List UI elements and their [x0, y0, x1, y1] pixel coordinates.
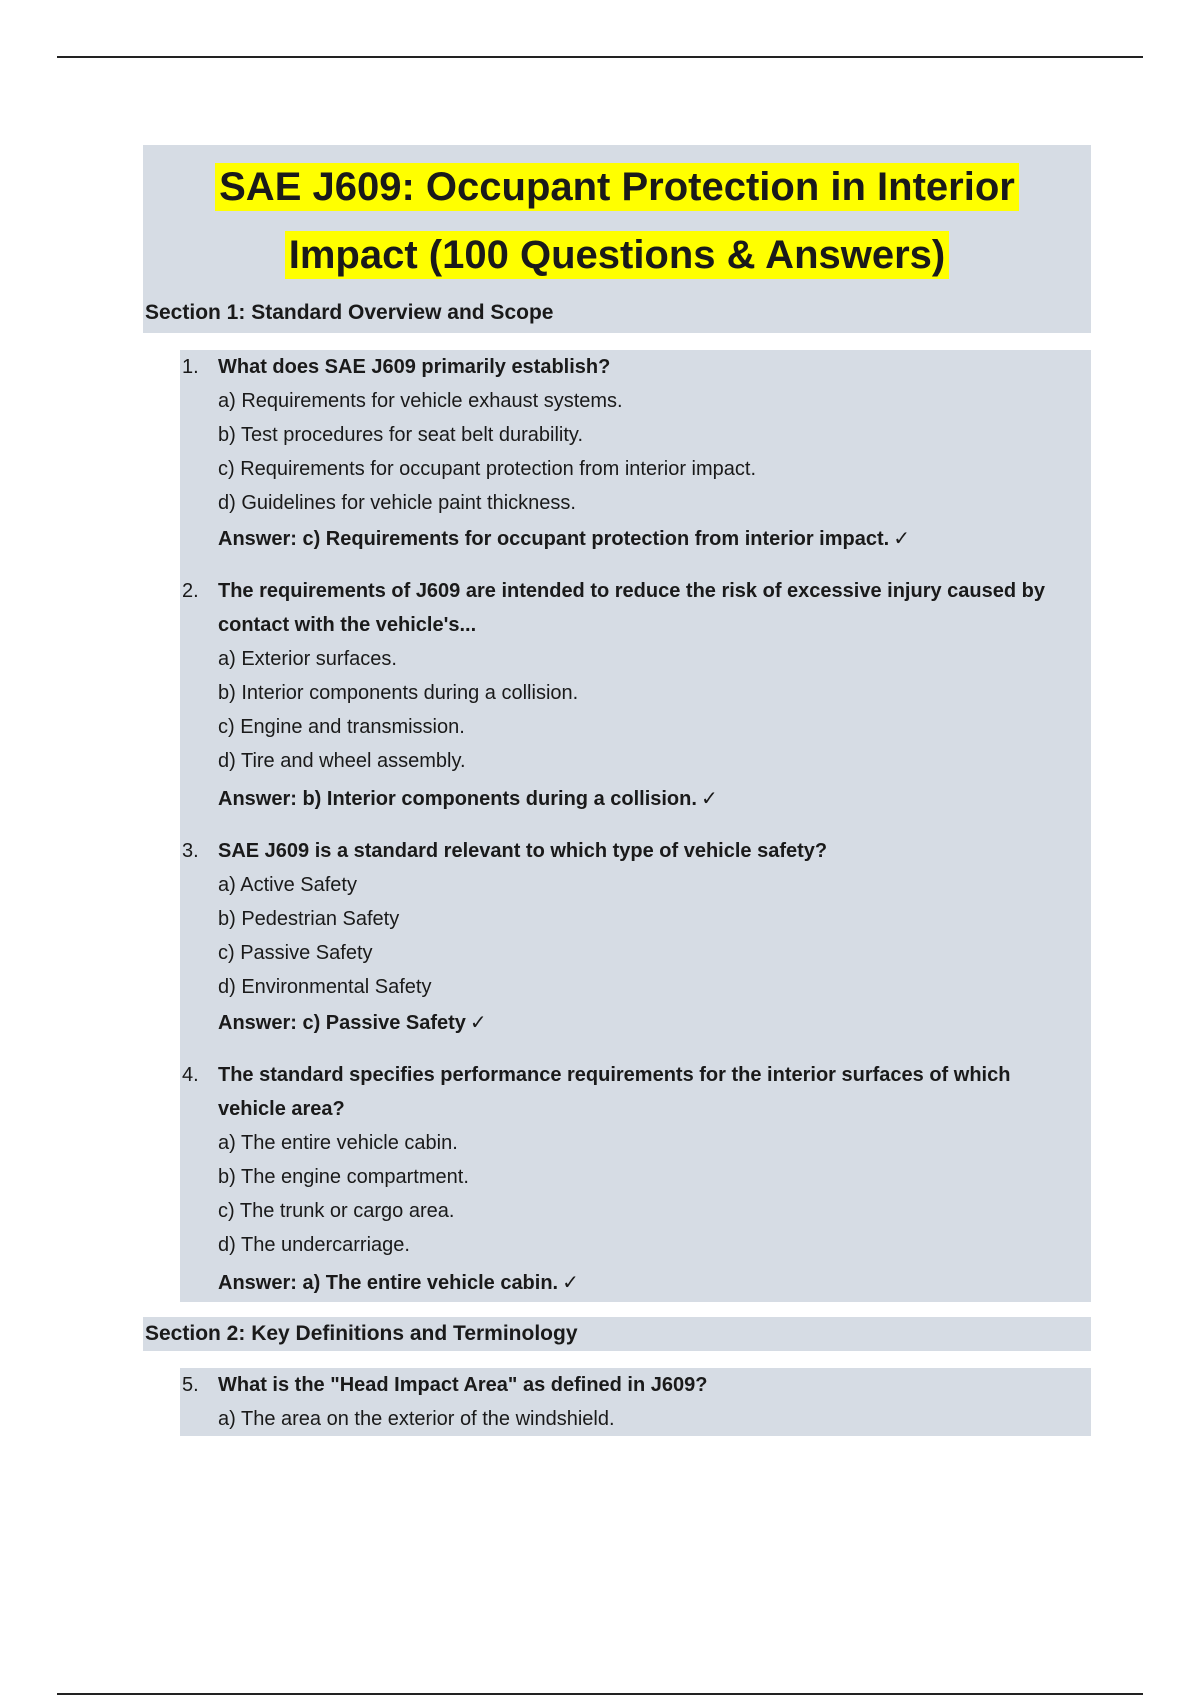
option-d: d) The undercarriage.: [218, 1234, 410, 1256]
checkmark-icon: ✓: [893, 528, 910, 550]
options-list: [218, 1126, 1078, 1262]
section-heading: Section 1: Standard Overview and Scope: [145, 301, 554, 324]
answer-text: Answer: a) The entire vehicle cabin.: [218, 1272, 559, 1294]
question-text: What does SAE J609 primarily establish?: [218, 356, 611, 378]
question-text: The requirements of J609 are intended to reduce the risk of excessive injury caused by contact with the vehicle's...: [218, 580, 1045, 636]
option-c: c) Passive Safety: [218, 942, 373, 964]
answer-text: Answer: c) Requirements for occupant protection from interior impact.: [218, 528, 890, 550]
answer-line: [218, 522, 1078, 556]
checkmark-icon: ✓: [700, 788, 718, 810]
question-block: [180, 1368, 1091, 1436]
option-a: a) Active Safety: [218, 874, 357, 896]
question-number: 3.: [182, 840, 199, 862]
answer-text: Answer: b) Interior components during a collision.: [218, 788, 697, 810]
checkmark-icon: ✓: [562, 1272, 579, 1294]
question-number: 2.: [182, 580, 199, 602]
options-list: [218, 384, 1078, 520]
answer-line: [218, 1006, 1078, 1040]
bottom-rule: [57, 1693, 1143, 1695]
option-d: d) Environmental Safety: [218, 976, 432, 998]
title-line-2: Impact (100 Questions & Answers): [285, 231, 949, 279]
question-number: 5.: [182, 1374, 199, 1396]
answer-line: [218, 1266, 1078, 1300]
options-list: [218, 1402, 1078, 1436]
question-block: [180, 350, 1091, 1302]
option-a: a) Requirements for vehicle exhaust systems.: [218, 390, 623, 412]
option-b: b) The engine compartment.: [218, 1166, 469, 1188]
top-rule: [57, 56, 1143, 58]
option-c: c) Engine and transmission.: [218, 716, 465, 738]
option-a: a) Exterior surfaces.: [218, 648, 397, 670]
question-number: 1.: [182, 356, 199, 378]
option-c: c) Requirements for occupant protection from interior impact.: [218, 458, 756, 480]
answer-line: [218, 782, 1078, 816]
question-text: What is the "Head Impact Area" as defined in J609?: [218, 1374, 708, 1396]
section-heading: Section 2: Key Definitions and Terminology: [143, 1317, 1091, 1351]
title-line-1: SAE J609: Occupant Protection in Interior: [215, 163, 1019, 211]
option-b: b) Interior components during a collision.: [218, 682, 579, 704]
question-number: 4.: [182, 1064, 199, 1086]
options-list: [218, 868, 1078, 1004]
document-title: [143, 145, 1091, 289]
checkmark-icon: ✓: [469, 1012, 487, 1034]
option-b: b) Test procedures for seat belt durability.: [218, 424, 583, 446]
option-a: a) The area on the exterior of the windshield.: [218, 1408, 615, 1430]
option-b: b) Pedestrian Safety: [218, 908, 400, 930]
option-a: a) The entire vehicle cabin.: [218, 1132, 458, 1154]
option-d: d) Guidelines for vehicle paint thickness.: [218, 492, 576, 514]
option-d: d) Tire and wheel assembly.: [218, 750, 466, 772]
question-text: The standard specifies performance requirements for the interior surfaces of which vehicle area?: [218, 1064, 1011, 1120]
option-c: c) The trunk or cargo area.: [218, 1200, 455, 1222]
question-text: SAE J609 is a standard relevant to which type of vehicle safety?: [218, 840, 828, 862]
answer-text: Answer: c) Passive Safety: [218, 1012, 466, 1034]
options-list: [218, 642, 1078, 778]
